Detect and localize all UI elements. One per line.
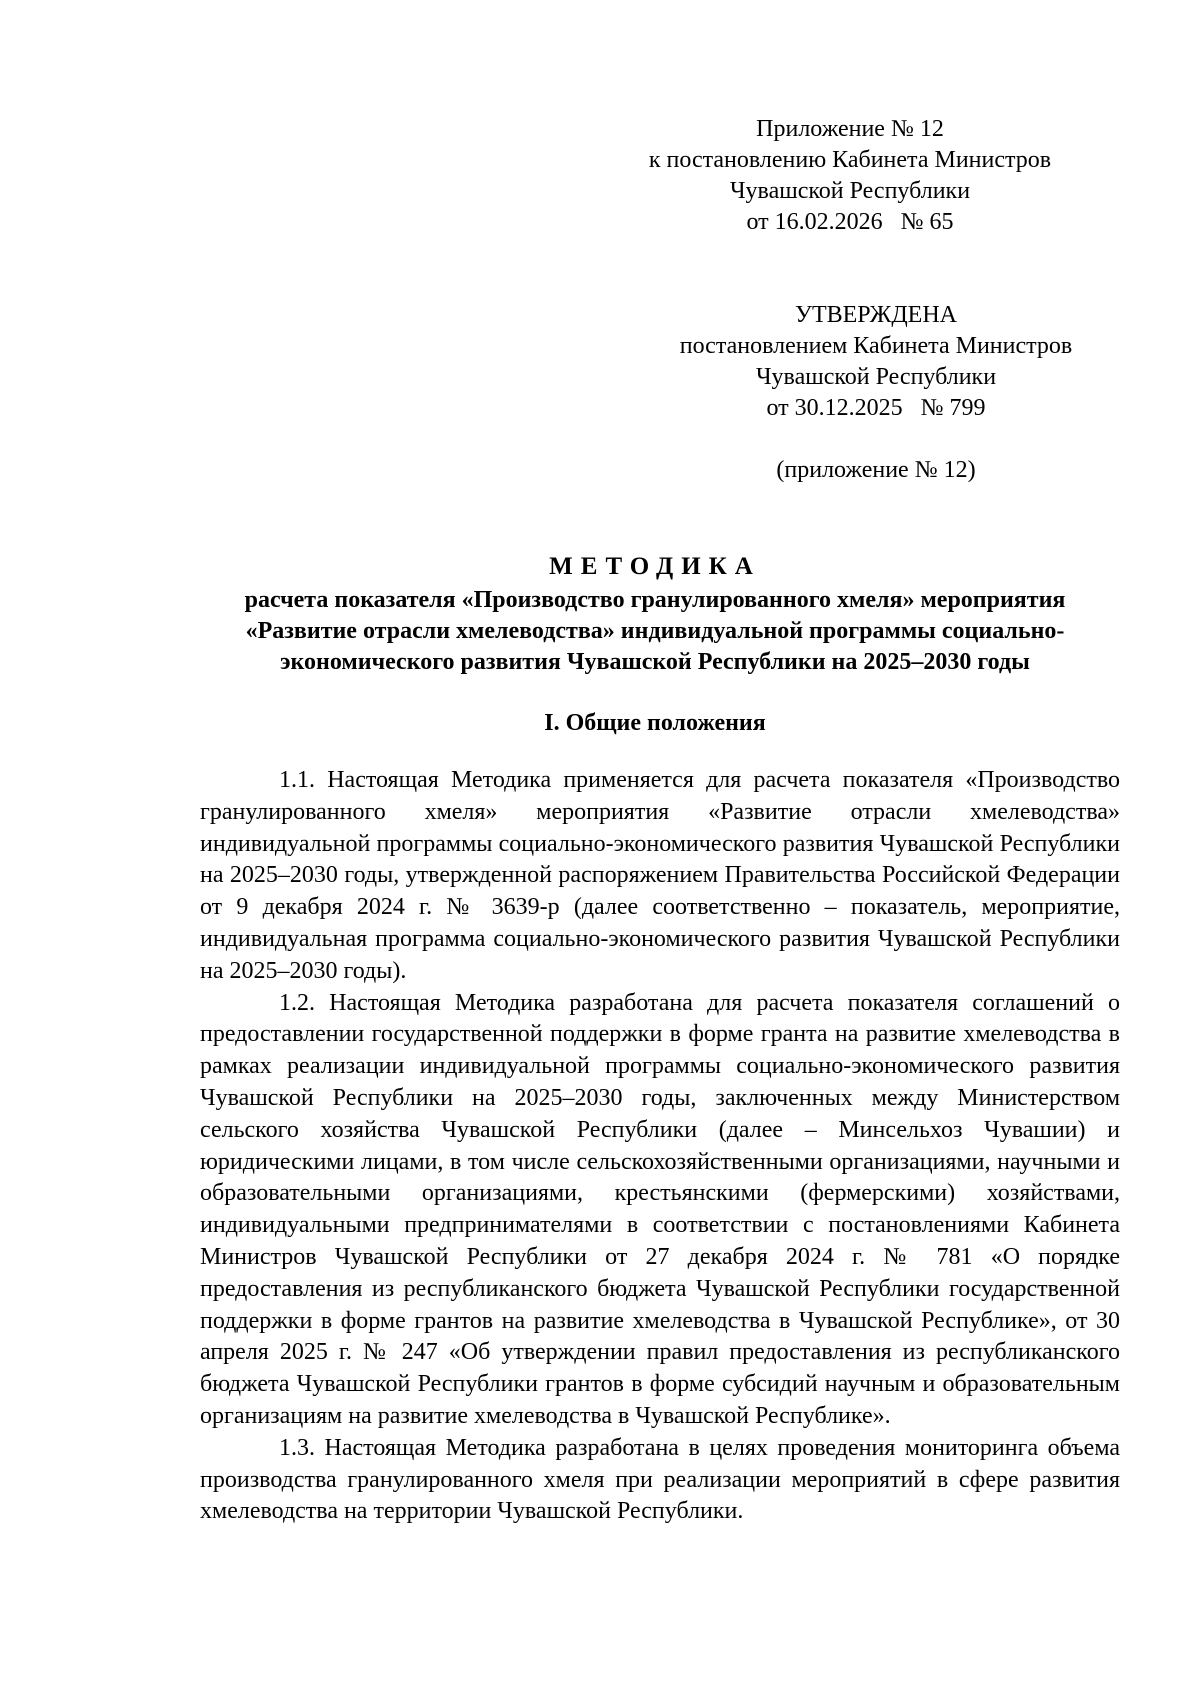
approval-appendix-note: (приложение № 12) [776,457,976,483]
title-subtitle-line-1: расчета показателя «Производство гранулированного хмеля» мероприятия [244,587,1066,613]
appendix-number: Приложение № 12 [756,116,944,142]
appendix-header [620,114,1080,238]
title-subtitle-line-2: «Развитие отрасли хмелеводства» индивидуальной программы социально- [245,618,1065,644]
approval-republic: Чувашской Республики [755,364,997,390]
title-subtitle-line-3: экономического развития Чувашской Республики на 2025–2030 годы [280,649,1030,675]
section-heading: I. Общие положения [544,710,766,736]
title-main: МЕТОДИКА [549,553,761,580]
approval-resolution-ref: постановлением Кабинета Министров [679,333,1073,359]
document-body [200,765,1120,1528]
appendix-resolution-ref: к постановлению Кабинета Министров [648,147,1052,173]
paragraph-1-3: 1.3. Настоящая Методика разработана в целях проведения мониторинга объема производства гранулированного хмеля при реализации мероприятий в сфере развития хмелеводства на территории Чувашской Республики. [200,1434,1120,1525]
approval-stamp-word: УТВЕРЖДЕНА [794,302,958,328]
document-title [160,551,1150,678]
approval-header [646,300,1106,486]
paragraph-1-2: 1.2. Настоящая Методика разработана для расчета показателя соглашений о предоставлении государственной поддержки в форме гранта на развитие хмелеводства в рамках реализации индивидуальной программы социально-экономического развития Чувашской Республики на 2025–2030 годы, заключенных между Министерством сельского хозяйства Чувашской Республики (далее – Минсельхоз Чувашии) и юридическими лицами, в том числе сельскохозяйственными организациями, научными и образовательными организациями, крестьянскими (фермерскими) хозяйствами, индивидуальными предпринимателями в соответствии с постановлениями Кабинета Министров Чувашской Республики от 27 декабря 2024 г. № 781 «О порядке предоставления из республиканского бюджета Чувашской Республики государственной поддержки в форме грантов на развитие хмелеводства в Чувашской Республике», от 30 апреля 2025 г. № 247 «Об утверждении правил предоставления из республиканского бюджета Чувашской Республики грантов в форме субсидий научным и образовательным организациям на развитие хмелеводства в Чувашской Республике». [200,989,1120,1429]
paragraph-1-1: 1.1. Настоящая Методика применяется для расчета показателя «Производство гранулированного хмеля» мероприятия «Развитие отрасли хмелеводства» индивидуальной программы социально-экономического развития Чувашской Республики на 2025–2030 годы, утвержденной распоряжением Правительства Российской Федерации от 9 декабря 2024 г. № 3639-р (далее соответственно – показатель, мероприятие, индивидуальная программа социально-экономического развития Чувашской Республики на 2025–2030 годы). [200,767,1120,984]
appendix-republic: Чувашской Республики [729,178,971,204]
appendix-date: от 16.02.2026 № 65 [746,209,954,235]
approval-date: от 30.12.2025 № 799 [766,395,986,421]
